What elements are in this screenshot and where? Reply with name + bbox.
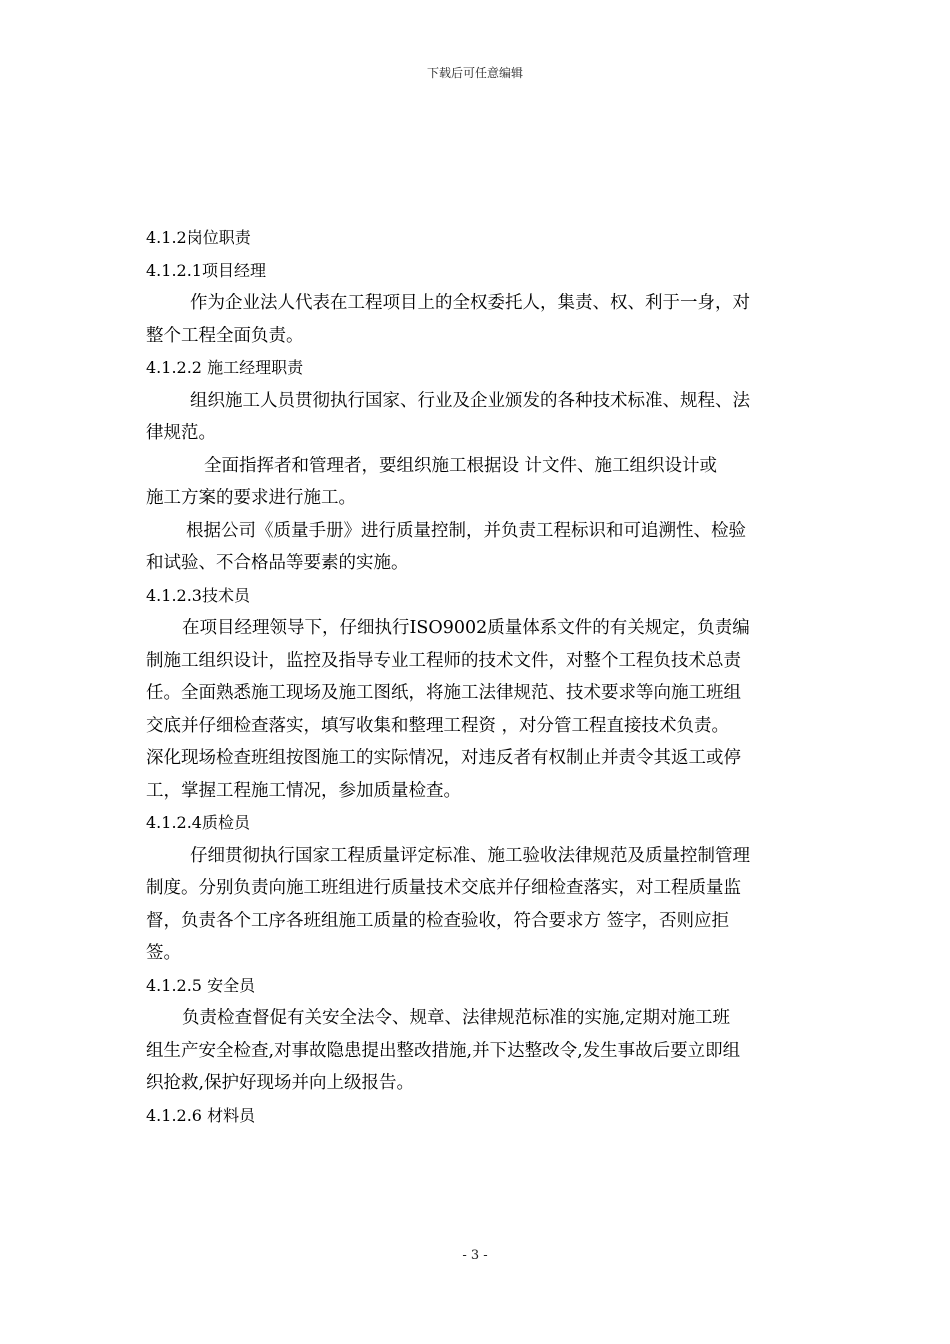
paragraph-line: 作为企业法人代表在工程项目上的全权委托人，集责、权、利于一身，对: [190, 293, 750, 313]
paragraph-line: 督，负责各个工序各班组施工质量的检查验收，符合要求方 签字，否则应拒: [146, 910, 730, 931]
paragraph-line: 深化现场检查班组按图施工的实际情况，对违反者有权制止并责令其返工或停: [146, 748, 741, 768]
section-heading: 4.1.2.3技术员: [146, 585, 250, 605]
paragraph-line: 制施工组织设计，监控及指导专业工程师的技术文件，对整个工程负技术总责: [146, 650, 741, 671]
section-heading: 4.1.2.4质检员: [146, 813, 250, 832]
page-number: - 3 -: [462, 1248, 488, 1263]
paragraph-line: 组生产安全检查,对事故隐患提出整改措施,并下达整改令,发生事故后要立即组: [146, 1040, 741, 1061]
section-heading: 4.1.2.5 安全员: [146, 975, 256, 995]
page-header: 下载后可任意编辑: [426, 66, 523, 80]
paragraph-line: 仔细贯彻执行国家工程质量评定标准、施工验收法律规范及质量控制管理: [190, 845, 750, 866]
paragraph-line: 在项目经理领导下，仔细执行ISO9002质量体系文件的有关规定，负责编: [182, 618, 750, 638]
paragraph-line: 律规范。: [146, 423, 216, 443]
paragraph-line: 根据公司《质量手册》进行质量控制，并负责工程标识和可追溯性、检验: [186, 520, 746, 541]
document-body: [146, 222, 806, 1132]
paragraph-line: 签。: [146, 943, 181, 963]
paragraph-line: 工，掌握工程施工情况，参加质量检查。: [146, 780, 461, 801]
paragraph-line: 整个工程全面负责。: [146, 325, 304, 346]
section-heading: 4.1.2岗位职责: [146, 228, 251, 247]
paragraph-line: 交底并仔细检查落实，填写收集和整理工程资 ，对分管工程直接技术负责。: [146, 715, 730, 736]
paragraph-line: 施工方案的要求进行施工。: [146, 488, 356, 508]
paragraph-line: 组织施工人员贯彻执行国家、行业及企业颁发的各种技术标准、规程、法: [190, 390, 750, 411]
section-heading: 4.1.2.2 施工经理职责: [146, 358, 304, 377]
section-heading: 4.1.2.6 材料员: [146, 1105, 256, 1125]
paragraph-line: 织抢救,保护好现场并向上级报告。: [146, 1073, 415, 1093]
paragraph-line: 任。全面熟悉施工现场及施工图纸，将施工法律规范、技术要求等向施工班组: [146, 683, 741, 703]
paragraph-line: 全面指挥者和管理者，要组织施工根据设 计文件、施工组织设计或: [204, 455, 718, 476]
section-heading: 4.1.2.1项目经理: [146, 260, 266, 280]
paragraph-line: 负责检查督促有关安全法令、规章、法律规范标准的实施,定期对施工班: [182, 1008, 731, 1028]
paragraph-line: 制度。分别负责向施工班组进行质量技术交底并仔细检查落实，对工程质量监: [146, 878, 741, 898]
paragraph-line: 和试验、不合格品等要素的实施。: [146, 553, 409, 573]
